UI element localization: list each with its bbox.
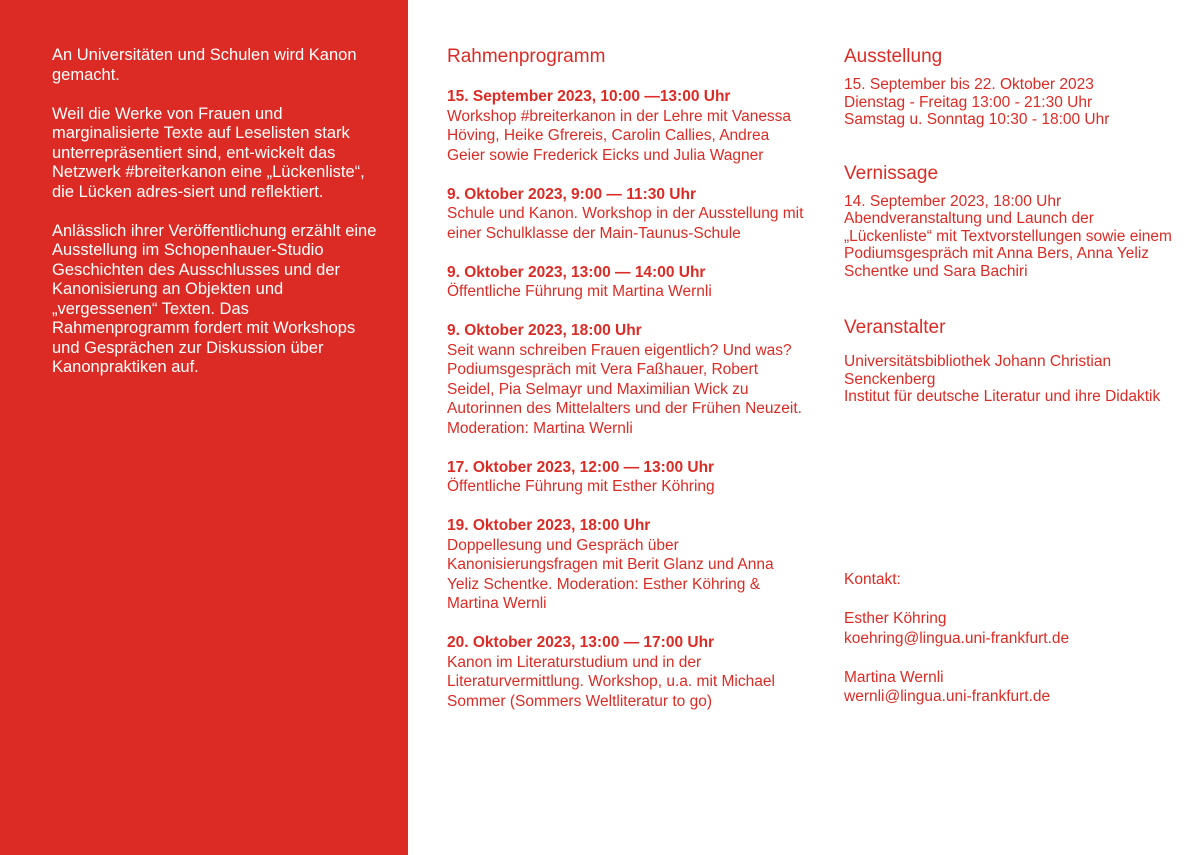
contact-person (844, 668, 1174, 707)
contact-person (844, 609, 1174, 648)
event-description: Öffentliche Führung mit Martina Wernli (447, 283, 712, 300)
ausstellung-weekday-hours: Dienstag - Freitag 13:00 - 21:30 Uhr (844, 93, 1093, 111)
event-item (447, 185, 807, 244)
event-description: Doppellesung und Gespräch über Kanonisierungsfragen mit Berit Glanz und Anna Yeliz Schentke. Moderation: Esther Köhring & Martina Wernli (447, 536, 774, 612)
event-date: 9. Oktober 2023, 18:00 Uhr (447, 322, 642, 339)
event-date: 9. Oktober 2023, 9:00 — 11:30 Uhr (447, 185, 696, 203)
info-column (844, 46, 1174, 406)
ausstellung-title: Ausstellung (844, 46, 943, 67)
event-date: 17. Oktober 2023, 12:00 — 13:00 Uhr (447, 458, 715, 476)
rahmenprogramm-title: Rahmenprogramm (447, 46, 606, 67)
veranstalter-org-1: Universitätsbibliothek Johann Christian Senckenberg (844, 353, 1112, 388)
event-description: Workshop #breiterkanon in der Lehre mit Vanessa Höving, Heike Gfrereis, Carolin Callies, Andrea Geier sowie Frederick Eicks und Julia Wagner (447, 107, 792, 164)
rahmenprogramm-column (447, 46, 807, 731)
intro-paragraph-3: Anlässlich ihrer Veröffentlichung erzählt eine Ausstellung im Schopenhauer-Studio Geschichten des Ausschlusses und der Kanonisierung an Objekten und „vergessenen“ Texten. Das Rahmenprogramm fordert mit Workshops und Gesprächen zur Diskussion über Kanonpraktiken auf. (52, 221, 377, 376)
event-date: 9. Oktober 2023, 13:00 — 14:00 Uhr (447, 263, 706, 281)
event-date: 15. September 2023, 10:00 —13:00 Uhr (447, 88, 731, 105)
contact-email[interactable]: wernli@lingua.uni-frankfurt.de (844, 688, 1051, 705)
contact-name: Martina Wernli (844, 668, 944, 686)
event-item (447, 516, 807, 614)
event-list (447, 87, 807, 711)
veranstalter-list (844, 353, 1174, 406)
event-item (447, 87, 807, 165)
event-item (447, 458, 807, 497)
vernissage-date: 14. September 2023, 18:00 Uhr (844, 192, 1062, 210)
event-date: 20. Oktober 2023, 13:00 — 17:00 Uhr (447, 634, 715, 651)
veranstalter-org-2: Institut für deutsche Literatur und ihre Didaktik (844, 388, 1161, 405)
intro-panel (0, 0, 408, 855)
event-description: Schule und Kanon. Workshop in der Ausstellung mit einer Schulklasse der Main-Taunus-Schule (447, 205, 804, 242)
ausstellung-weekend-hours: Samstag u. Sonntag 10:30 - 18:00 Uhr (844, 111, 1110, 128)
intro-text (52, 46, 382, 397)
ausstellung-dates: 15. September bis 22. Oktober 2023 (844, 76, 1094, 93)
vernissage-details (844, 193, 1174, 281)
event-date: 19. Oktober 2023, 18:00 Uhr (447, 517, 651, 534)
ausstellung-details (844, 76, 1174, 129)
event-item (447, 263, 807, 302)
contact-email[interactable]: koehring@lingua.uni-frankfurt.de (844, 629, 1070, 647)
event-description: Öffentliche Führung mit Esther Köhring (447, 478, 715, 495)
intro-paragraph-1: An Universitäten und Schulen wird Kanon gemacht. (52, 46, 357, 84)
event-description: Kanon im Literaturstudium und in der Literaturvermittlung. Workshop, u.a. mit Michael Sommer (Sommers Weltliteratur to go) (447, 653, 775, 710)
vernissage-description: Abendveranstaltung und Launch der „Lückenliste“ mit Textvorstellungen sowie einem Podiumsgespräch mit Anna Bers, Anna Yeliz Schentke und Sara Bachiri (844, 210, 1172, 280)
intro-paragraph-2: Weil die Werke von Frauen und marginalisierte Texte auf Leselisten stark unterrepräsentiert sind, ent-wickelt das Netzwerk #breiterkanon eine „Lückenliste“, die Lücken adres-siert und reflektiert. (52, 104, 365, 201)
vernissage-title: Vernissage (844, 162, 939, 184)
event-item (447, 633, 807, 711)
event-description: Seit wann schreiben Frauen eigentlich? Und was? Podiumsgespräch mit Vera Faßhauer, Robert Seidel, Pia Selmayr und Maximilian Wick zu Autorinnen des Mittelalters und der Frühen Neuzeit. Moderation: Martina Wernli (447, 341, 802, 437)
contact-name: Esther Köhring (844, 610, 947, 627)
event-item (447, 321, 807, 438)
contact-section (844, 570, 1174, 726)
contact-label: Kontakt: (844, 571, 901, 588)
veranstalter-title: Veranstalter (844, 317, 946, 338)
